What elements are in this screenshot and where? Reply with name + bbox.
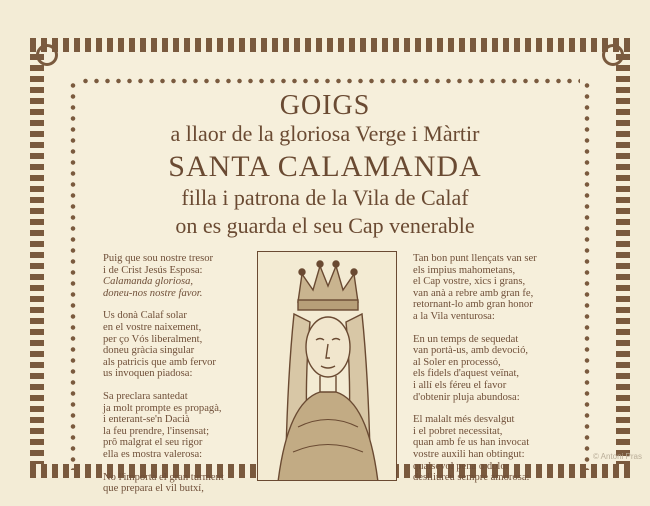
verse-line: retornant-lo amb gran honor bbox=[413, 299, 533, 311]
verse-line: i de Crist Jesús Esposa: bbox=[103, 264, 203, 276]
refrain-line: Calamanda gloriosa, bbox=[103, 276, 194, 288]
verse-line: van anà a rebre amb gran fe, bbox=[413, 287, 534, 299]
verse-line: al Soler en processó, bbox=[413, 356, 501, 368]
verse-line: ella es mostra valerosa: bbox=[103, 448, 203, 460]
verse-line: el Cap vostre, xics i grans, bbox=[413, 276, 526, 288]
verse-line: quan amb fe us han invocat bbox=[413, 437, 530, 449]
verse-line: Sa preclara santedat bbox=[103, 390, 188, 402]
stanza bbox=[103, 253, 253, 299]
verse-line: ja molt prompte es propagà, bbox=[103, 402, 222, 414]
verse-line: doneu gràcia singular bbox=[103, 345, 195, 357]
verse-line: que prepara el vil butxí, bbox=[103, 483, 204, 495]
saint-portrait-engraving bbox=[257, 251, 397, 481]
verse-line: Tan bon punt llençats van ser bbox=[413, 253, 537, 264]
verse-line: i allí els féreu el favor bbox=[413, 379, 507, 391]
verse-line: als patricis que amb fervor bbox=[103, 356, 216, 368]
verse-line: No l'importa el gran turment bbox=[103, 471, 224, 483]
verse-line: els impius mahometans, bbox=[413, 264, 516, 276]
title-subline: a llaor de la gloriosa Verge i Màrtir bbox=[170, 121, 480, 146]
corner-scroll-icon bbox=[36, 44, 58, 66]
border-dots-top bbox=[80, 78, 580, 84]
verse-line: per ço Vós liberalment, bbox=[103, 333, 203, 345]
verse-line: i el pobret necessitat, bbox=[413, 425, 503, 437]
verse-line: els fidels d'aquest veïnat, bbox=[413, 368, 520, 380]
left-verse-column bbox=[103, 253, 253, 506]
verse-line: Puig que sou nostre tresor bbox=[103, 253, 214, 264]
verse-line: qualsevol pena o dolor bbox=[413, 460, 510, 472]
verse-line: prô malgrat el seu rigor bbox=[103, 437, 203, 449]
verse-line: Us donà Calaf solar bbox=[103, 310, 187, 322]
verse-line: la feu prendre, l'insensat; bbox=[103, 425, 210, 437]
verse-line: En un temps de sequedat bbox=[413, 333, 519, 345]
verse-line: us invoquen piadosa: bbox=[103, 368, 193, 380]
verse-line: i enterant-se'n Dacià bbox=[103, 414, 190, 426]
verse-line: en el vostre naixement, bbox=[103, 321, 202, 333]
stanza bbox=[103, 472, 253, 495]
stanza bbox=[413, 414, 583, 484]
title-goigs: GOIGS bbox=[279, 90, 371, 121]
copyright-watermark: © Antoni Pras bbox=[592, 452, 642, 461]
saint-portrait-icon bbox=[258, 252, 397, 481]
verse-line: El malalt més desvalgut bbox=[413, 414, 515, 426]
refrain-line: doneu-nos nostre favor. bbox=[103, 287, 203, 299]
verse-line: d'obtenir pluja abundosa: bbox=[413, 391, 520, 403]
right-verse-column bbox=[413, 253, 583, 495]
verse-line: vostre auxili han obtingut: bbox=[413, 448, 525, 460]
verse-line: a la Vila venturosa: bbox=[413, 310, 495, 322]
title-patron: filla i patrona de la Vila de Calaf bbox=[181, 185, 469, 210]
stanza bbox=[413, 334, 583, 404]
verse-line: van portà-us, amb devoció, bbox=[413, 345, 529, 357]
stanza bbox=[413, 253, 583, 323]
title-saint-name: SANTA CALAMANDA bbox=[168, 150, 482, 183]
verse-line: deslliureu sempre amorosa: bbox=[413, 472, 530, 484]
stanza bbox=[103, 310, 253, 380]
corner-scroll-icon bbox=[602, 44, 624, 66]
title-relic: on es guarda el seu Cap venerable bbox=[175, 213, 475, 238]
stanza bbox=[103, 391, 253, 461]
